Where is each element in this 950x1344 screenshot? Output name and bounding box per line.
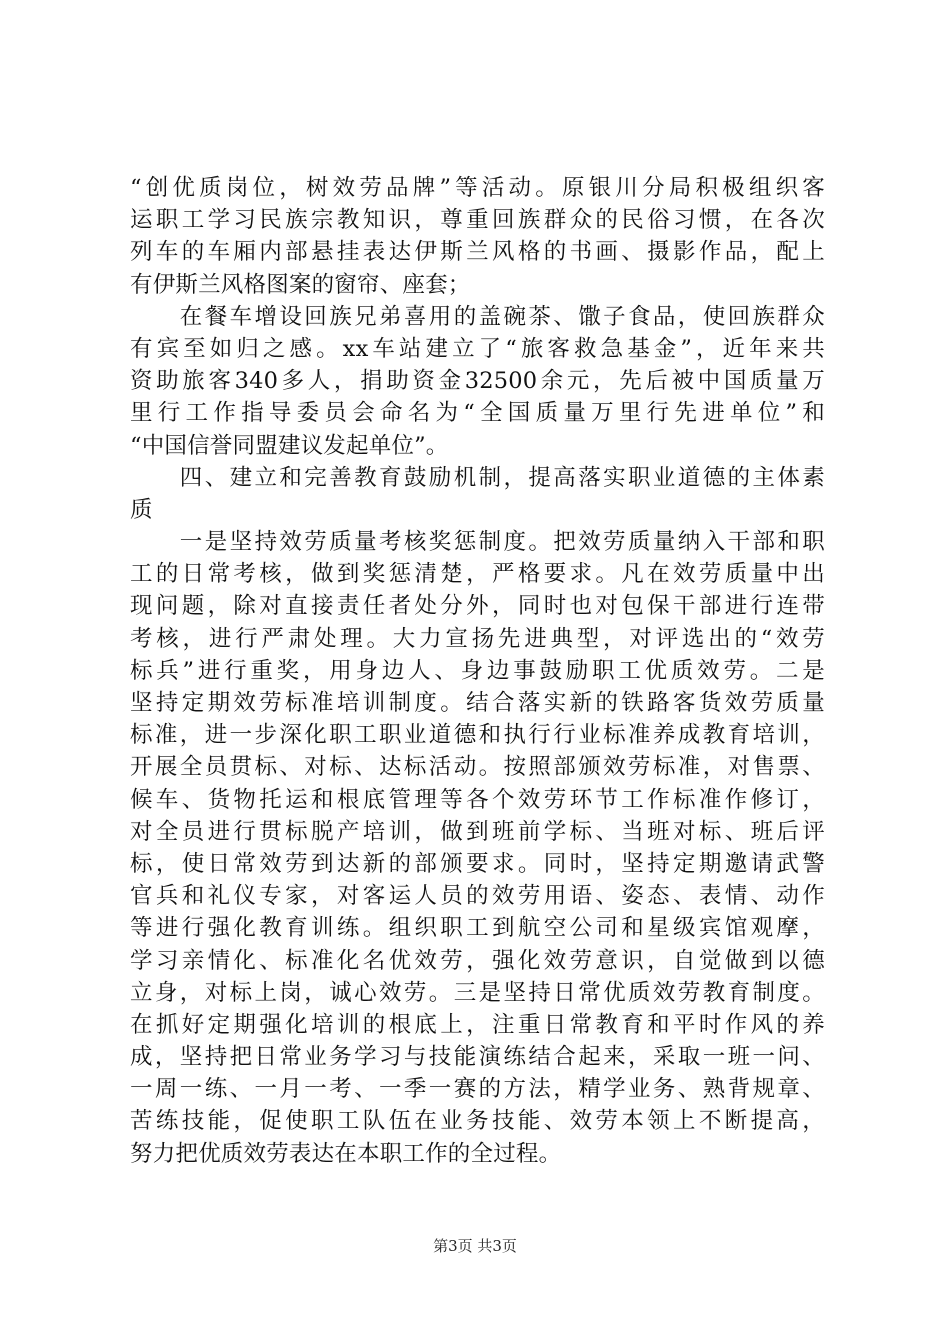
text-line: 资助旅客340多人，捐助资金32500余元，先后被中国质量万 — [130, 368, 825, 395]
text-line: 运职工学习民族宗教知识，尊重回族群众的民俗习惯，在各次 — [130, 207, 825, 234]
text-line: 考核，进行严肃处理。大力宣扬先进典型，对评选出的“效劳 — [130, 625, 825, 652]
text-line: 列车的车厢内部悬挂表达伊斯兰风格的书画、摄影作品，配上 — [130, 239, 825, 266]
text-line: 开展全员贯标、对标、达标活动。按照部颁效劳标准，对售票、 — [130, 754, 825, 781]
text-line: 现问题，除对直接责任者处分外，同时也对包保干部进行连带 — [130, 593, 825, 620]
document-body — [130, 172, 825, 1170]
text-line: 有宾至如归之感。xx车站建立了“旅客救急基金”，近年来共 — [130, 335, 825, 362]
text-line: 成，坚持把日常业务学习与技能演练结合起来，采取一班一问、 — [130, 1044, 825, 1071]
text-line: 在抓好定期强化培训的根底上，注重日常教育和平时作风的养 — [130, 1011, 825, 1038]
text-line: 标准，进一步深化职工职业道德和执行行业标准养成教育培训， — [130, 722, 825, 749]
paragraph — [130, 172, 825, 301]
text-line: 坚持定期效劳标准培训制度。结合落实新的铁路客货效劳质量 — [130, 690, 825, 716]
text-line: 苦练技能，促使职工队伍在业务技能、效劳本领上不断提高， — [130, 1108, 825, 1135]
text-line: 质 — [130, 496, 153, 523]
text-line: “创优质岗位，树效劳品牌”等活动。原银川分局积极组织客 — [130, 175, 825, 201]
text-line: 有伊斯兰风格图案的窗帘、座套； — [130, 271, 471, 298]
page-footer: 第3页 共3页 — [433, 1237, 517, 1255]
text-line: 候车、货物托运和根底管理等各个效劳环节工作标准作修订， — [130, 786, 825, 813]
text-line: 在餐车增设回族兄弟喜用的盖碗茶、馓子食品，使回族群众 — [130, 303, 825, 330]
text-line: “中国信誉同盟建议发起单位”。 — [130, 432, 449, 459]
paragraph — [130, 462, 825, 526]
text-line: 努力把优质效劳表达在本职工作的全过程。 — [130, 1140, 562, 1167]
paragraph — [130, 301, 825, 462]
text-line: 对全员进行贯标脱产培训，做到班前学标、当班对标、班后评 — [130, 818, 825, 845]
text-line: 一是坚持效劳质量考核奖惩制度。把效劳质量纳入干部和职 — [130, 529, 825, 556]
text-line: 标兵”进行重奖，用身边人、身边事鼓励职工优质效劳。二是 — [130, 657, 825, 684]
text-line: 工的日常考核，做到奖惩清楚，严格要求。凡在效劳质量中出 — [130, 561, 825, 588]
text-line: 学习亲情化、标准化名优效劳，强化效劳意识，自觉做到以德 — [130, 947, 825, 974]
text-line: 标，使日常效劳到达新的部颁要求。同时，坚持定期邀请武警 — [130, 850, 825, 877]
text-line: 立身，对标上岗，诚心效劳。三是坚持日常优质效劳教育制度。 — [130, 979, 825, 1006]
text-line: 里行工作指导委员会命名为“全国质量万里行先进单位”和 — [130, 400, 825, 427]
text-line: 四、建立和完善教育鼓励机制，提高落实职业道德的主体素 — [130, 464, 825, 491]
text-line: 一周一练、一月一考、一季一赛的方法，精学业务、熟背规章、 — [130, 1076, 825, 1103]
paragraph — [130, 526, 825, 1170]
text-line: 官兵和礼仪专家，对客运人员的效劳用语、姿态、表情、动作 — [130, 883, 825, 910]
text-line: 等进行强化教育训练。组织职工到航空公司和星级宾馆观摩， — [130, 915, 825, 942]
